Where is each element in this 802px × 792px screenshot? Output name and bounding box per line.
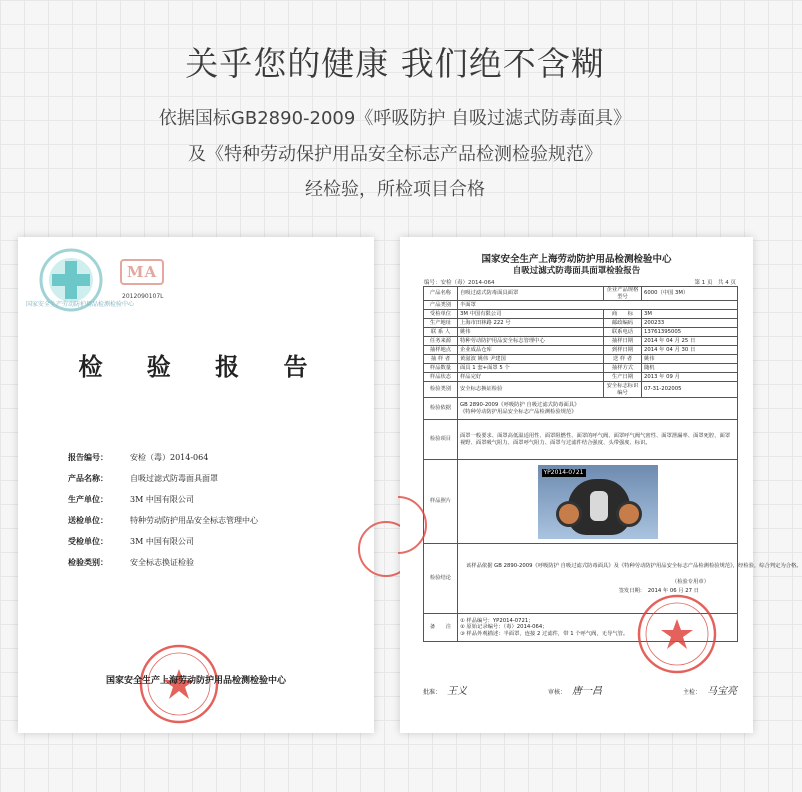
table-cell: 2014 年 04 月 25 日 <box>642 337 738 346</box>
table-cell: 样品状态 <box>424 373 458 382</box>
page-indicator: 第 1 页 共 4 页 <box>694 280 736 286</box>
report-number: 编号：安检（毒）2014-064 <box>424 280 495 286</box>
field-label: 检验类别： <box>68 557 108 567</box>
field-report-number <box>68 447 358 468</box>
conclusion-text: 该样品依据 GB 2890-2009《呼吸防护 自吸过滤式防毒面具》及《特种劳动防护用品安全标志产品检测检验规范》，经检验，综合判定为合格。 <box>466 563 802 570</box>
table-cell: 样品数量 <box>424 364 458 373</box>
field-submitter <box>68 510 358 531</box>
cma-code: 2012090107L <box>122 293 164 300</box>
field-product-name <box>68 468 358 489</box>
table-cell: 特种劳动防护用品安全标志管理中心 <box>458 337 604 346</box>
inspection-items-text: 面罩一般要求、面罩高低温适用性、面罩阻燃性、面罩的呼气阀、面罩呼气阀气密性、面罩泄漏率、面罩死腔、面罩视野、面罩吸气阻力、面罩呼气阻力、面罩与过滤件结合强度、头带强度、标识。 <box>458 420 738 460</box>
mask-valve <box>590 491 608 521</box>
field-inspection-type <box>68 552 358 573</box>
table-cell: 送 样 者 <box>604 355 642 364</box>
sample-photo <box>538 465 658 539</box>
signature-label: 审核： <box>547 689 566 696</box>
table-cell: 13761395005 <box>642 328 738 337</box>
table-row <box>424 460 738 544</box>
report-meta <box>424 278 736 286</box>
cover-footer: 国家安全生产上海劳动防护用品检测检验中心 <box>105 676 286 686</box>
field-value: 安检（毒）2014-064 <box>130 453 209 462</box>
table-cell: 检验类别 <box>424 382 458 398</box>
report-title: 国家安全生产上海劳动防护用品检测检验中心 <box>481 254 672 265</box>
table-row <box>424 287 738 301</box>
signature-approve <box>423 682 467 697</box>
table-row <box>424 346 738 355</box>
cover-title: 检 验 报 告 <box>78 352 326 381</box>
signature-label: 主检： <box>682 689 701 696</box>
stamp-text: （检验专用章） <box>671 579 709 586</box>
edge-seal-icon <box>394 495 418 555</box>
table-cell: 样品完好 <box>458 373 604 382</box>
subtitle-line-3: 经检验，所检项目合格 <box>305 179 485 200</box>
signature-name: 王义 <box>447 686 468 697</box>
table-cell: 07-31-202005 <box>642 382 738 398</box>
field-value: 3M 中国有限公司 <box>130 495 194 504</box>
field-inspected-unit <box>68 531 358 552</box>
signature-name: 唐一昌 <box>572 686 602 697</box>
table-row <box>424 301 738 310</box>
table-cell: 姚伟 <box>642 355 738 364</box>
table-cell: 6000（中国 3M） <box>642 287 738 301</box>
red-seal-icon <box>636 593 718 675</box>
table-cell: 受检单位 <box>424 310 458 319</box>
subtitle-line-2: 及《特种劳动保护用品安全标志产品检测检验规范》 <box>188 144 602 165</box>
table-cell: 3M 中国有限公司 <box>458 310 604 319</box>
table-cell: 产品名称 <box>424 287 458 301</box>
signature-line <box>423 682 737 697</box>
headline: 关乎您的健康 我们绝不含糊 <box>185 44 605 83</box>
sign-date: 签发日期： 2014 年 06 月 27 日 <box>618 587 699 594</box>
basis-line: 《特种劳动防护用品安全标志产品检测检验规范》 <box>460 408 577 415</box>
field-value: 特种劳动防护用品安全标志管理中心 <box>130 516 258 525</box>
field-manufacturer <box>68 489 358 510</box>
table-cell: 产品类别 <box>424 301 458 310</box>
subtitle-line-1: 依据国标GB2890-2009《呼吸防护 自吸过滤式防毒面具》 <box>158 108 632 129</box>
table-cell: 抽 样 者 <box>424 355 458 364</box>
table-cell: 2014 年 04 月 30 日 <box>642 346 738 355</box>
table-cell: 企业成品仓库 <box>458 346 604 355</box>
signature-name: 马宝亮 <box>706 686 737 697</box>
filter-left <box>556 501 582 527</box>
table-cell: 任务来源 <box>424 337 458 346</box>
table-row <box>424 373 738 382</box>
table-row <box>424 310 738 319</box>
table-cell: 姚伟 <box>458 328 604 337</box>
table-cell: 安全标志换证检验 <box>458 382 604 398</box>
filter-right <box>616 501 642 527</box>
table-cell: 生产日期 <box>604 373 642 382</box>
table-cell: 备 注 <box>424 614 458 642</box>
table-cell: 3M <box>642 310 738 319</box>
table-cell: 检验依据 <box>424 398 458 420</box>
field-label: 受检单位： <box>68 536 108 546</box>
table-cell: 抽样方式 <box>604 364 642 373</box>
table-cell: 自吸过滤式防毒面具面罩 <box>458 287 604 301</box>
signature-label: 批准： <box>423 689 442 696</box>
table-cell: 2013 年 09 月 <box>642 373 738 382</box>
report-cover-page <box>18 237 374 733</box>
remark-line: ① 样品编号：YP2014-0721； <box>460 618 534 625</box>
table-cell: 上海市田林路 222 号 <box>458 319 604 328</box>
table-cell: 企业产品规格型号 <box>604 287 642 301</box>
table-cell: 面具 1 套+面罩 5 个 <box>458 364 604 373</box>
field-value: 3M 中国有限公司 <box>130 537 194 546</box>
table-row <box>424 398 738 420</box>
table-cell: 检验结论 <box>424 544 458 614</box>
table-cell: 检验项目 <box>424 420 458 460</box>
table-cell: 联 系 人 <box>424 328 458 337</box>
table-row <box>424 328 738 337</box>
table-cell: 安全标志标识编号 <box>604 382 642 398</box>
table-cell: 样品照片 <box>424 460 458 544</box>
table-cell <box>458 398 738 420</box>
remark-line: ③ 样品外观描述：半面罩，连接 2 过滤件，带 1 个呼气阀，无导气管。 <box>460 630 629 637</box>
field-value: 自吸过滤式防毒面具面罩 <box>130 474 218 483</box>
cma-mark-icon: MA <box>120 259 164 285</box>
table-cell: 联系电话 <box>604 328 642 337</box>
table-row <box>424 355 738 364</box>
report-table <box>423 286 802 642</box>
report-detail-page <box>400 237 802 733</box>
table-cell: 黄滋波 姚伟 尹建国 <box>458 355 604 364</box>
photo-caption: YP2014-0721 <box>543 468 584 476</box>
table-cell: 生产地址 <box>424 319 458 328</box>
field-label: 报告编号： <box>68 452 108 462</box>
signature-inspector <box>683 682 737 697</box>
field-label: 产品名称： <box>68 473 108 483</box>
field-label: 送检单位： <box>68 515 108 525</box>
table-row <box>424 420 738 460</box>
field-value: 安全标志换证检验 <box>130 558 194 567</box>
field-label: 生产单位： <box>68 494 108 504</box>
table-row <box>424 337 738 346</box>
table-cell <box>458 460 738 544</box>
remark-line: ② 原始记录编号：（毒）2014-064； <box>460 624 548 631</box>
table-cell: 200233 <box>642 319 738 328</box>
table-row <box>424 382 738 398</box>
table-cell: 商 标 <box>604 310 642 319</box>
table-cell: 半面罩 <box>458 301 738 310</box>
table-cell: 随机 <box>642 364 738 373</box>
logo-caption: 国家安全生产劳动防护用品检测检验中心 <box>26 301 135 308</box>
table-cell: 到样日期 <box>604 346 642 355</box>
cover-fields <box>68 447 358 573</box>
basis-line: GB 2890-2009《呼吸防护 自吸过滤式防毒面具》 <box>460 402 580 409</box>
table-cell: 邮政编码 <box>604 319 642 328</box>
signature-review <box>548 682 602 697</box>
table-cell: 抽样日期 <box>604 337 642 346</box>
table-row <box>424 319 738 328</box>
table-row <box>424 364 738 373</box>
report-subtitle: 自吸过滤式防毒面具面罩检验报告 <box>512 266 641 276</box>
table-cell: 抽样地点 <box>424 346 458 355</box>
